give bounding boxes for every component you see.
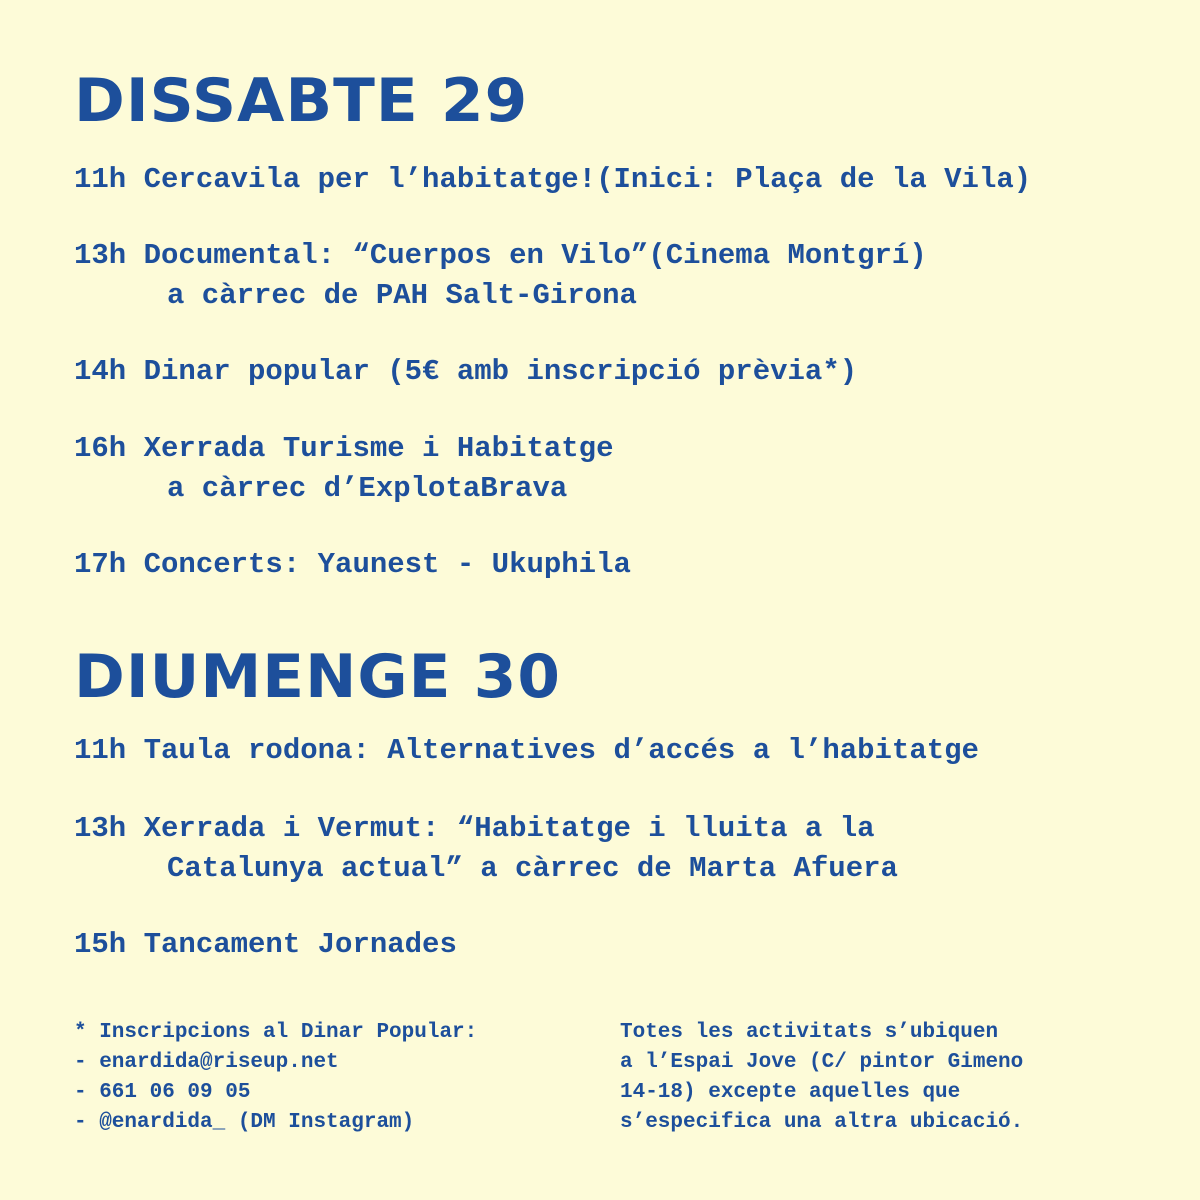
event-text: 11h Cercavila per l’habitatge!(Inici: Plaça de la Vila) (74, 163, 1032, 196)
footer-line: * Inscripcions al Dinar Popular: (74, 1021, 478, 1044)
event-text: 14h Dinar popular (5€ amb inscripció prèvia*) (74, 355, 858, 388)
footer-line: 14-18) excepte aquelles que (620, 1081, 961, 1104)
footer-line: s’especifica una altra ubicació. (620, 1111, 1024, 1134)
day2-event-3 (74, 925, 457, 965)
day1-heading: DISSABTE 29 (74, 66, 529, 136)
footer-email: - enardida@riseup.net (74, 1051, 339, 1074)
day1-event-5 (74, 545, 631, 585)
day2-event-1 (74, 731, 979, 771)
footer-instagram: - @enardida_ (DM Instagram) (74, 1111, 415, 1134)
event-subtext: Catalunya actual” a càrrec de Marta Afuera (167, 852, 898, 885)
footer-phone: - 661 06 09 05 (74, 1081, 251, 1104)
footer-registration (74, 1018, 477, 1138)
day1-event-1 (74, 160, 1031, 200)
footer-line: Totes les activitats s’ubiquen (620, 1021, 999, 1044)
day2-event-2 (74, 809, 898, 889)
day1-event-2 (74, 236, 927, 316)
day1-event-4 (74, 429, 614, 509)
event-subtext: a càrrec d’ExplotaBrava (167, 472, 568, 505)
event-text: 13h Xerrada i Vermut: “Habitatge i lluita a la (74, 812, 875, 845)
footer-location-note (620, 1018, 1023, 1138)
day1-event-3 (74, 352, 857, 392)
footer-line: a l’Espai Jove (C/ pintor Gimeno (620, 1051, 1024, 1074)
event-text: 13h Documental: “Cuerpos en Vilo”(Cinema Montgrí) (74, 239, 927, 272)
event-text: 16h Xerrada Turisme i Habitatge (74, 432, 614, 465)
event-text: 15h Tancament Jornades (74, 928, 457, 961)
event-text: 17h Concerts: Yaunest - Ukuphila (74, 548, 631, 581)
event-subtext: a càrrec de PAH Salt-Girona (167, 279, 637, 312)
event-text: 11h Taula rodona: Alternatives d’accés a l’habitatge (74, 734, 979, 767)
day2-heading: DIUMENGE 30 (74, 642, 561, 712)
